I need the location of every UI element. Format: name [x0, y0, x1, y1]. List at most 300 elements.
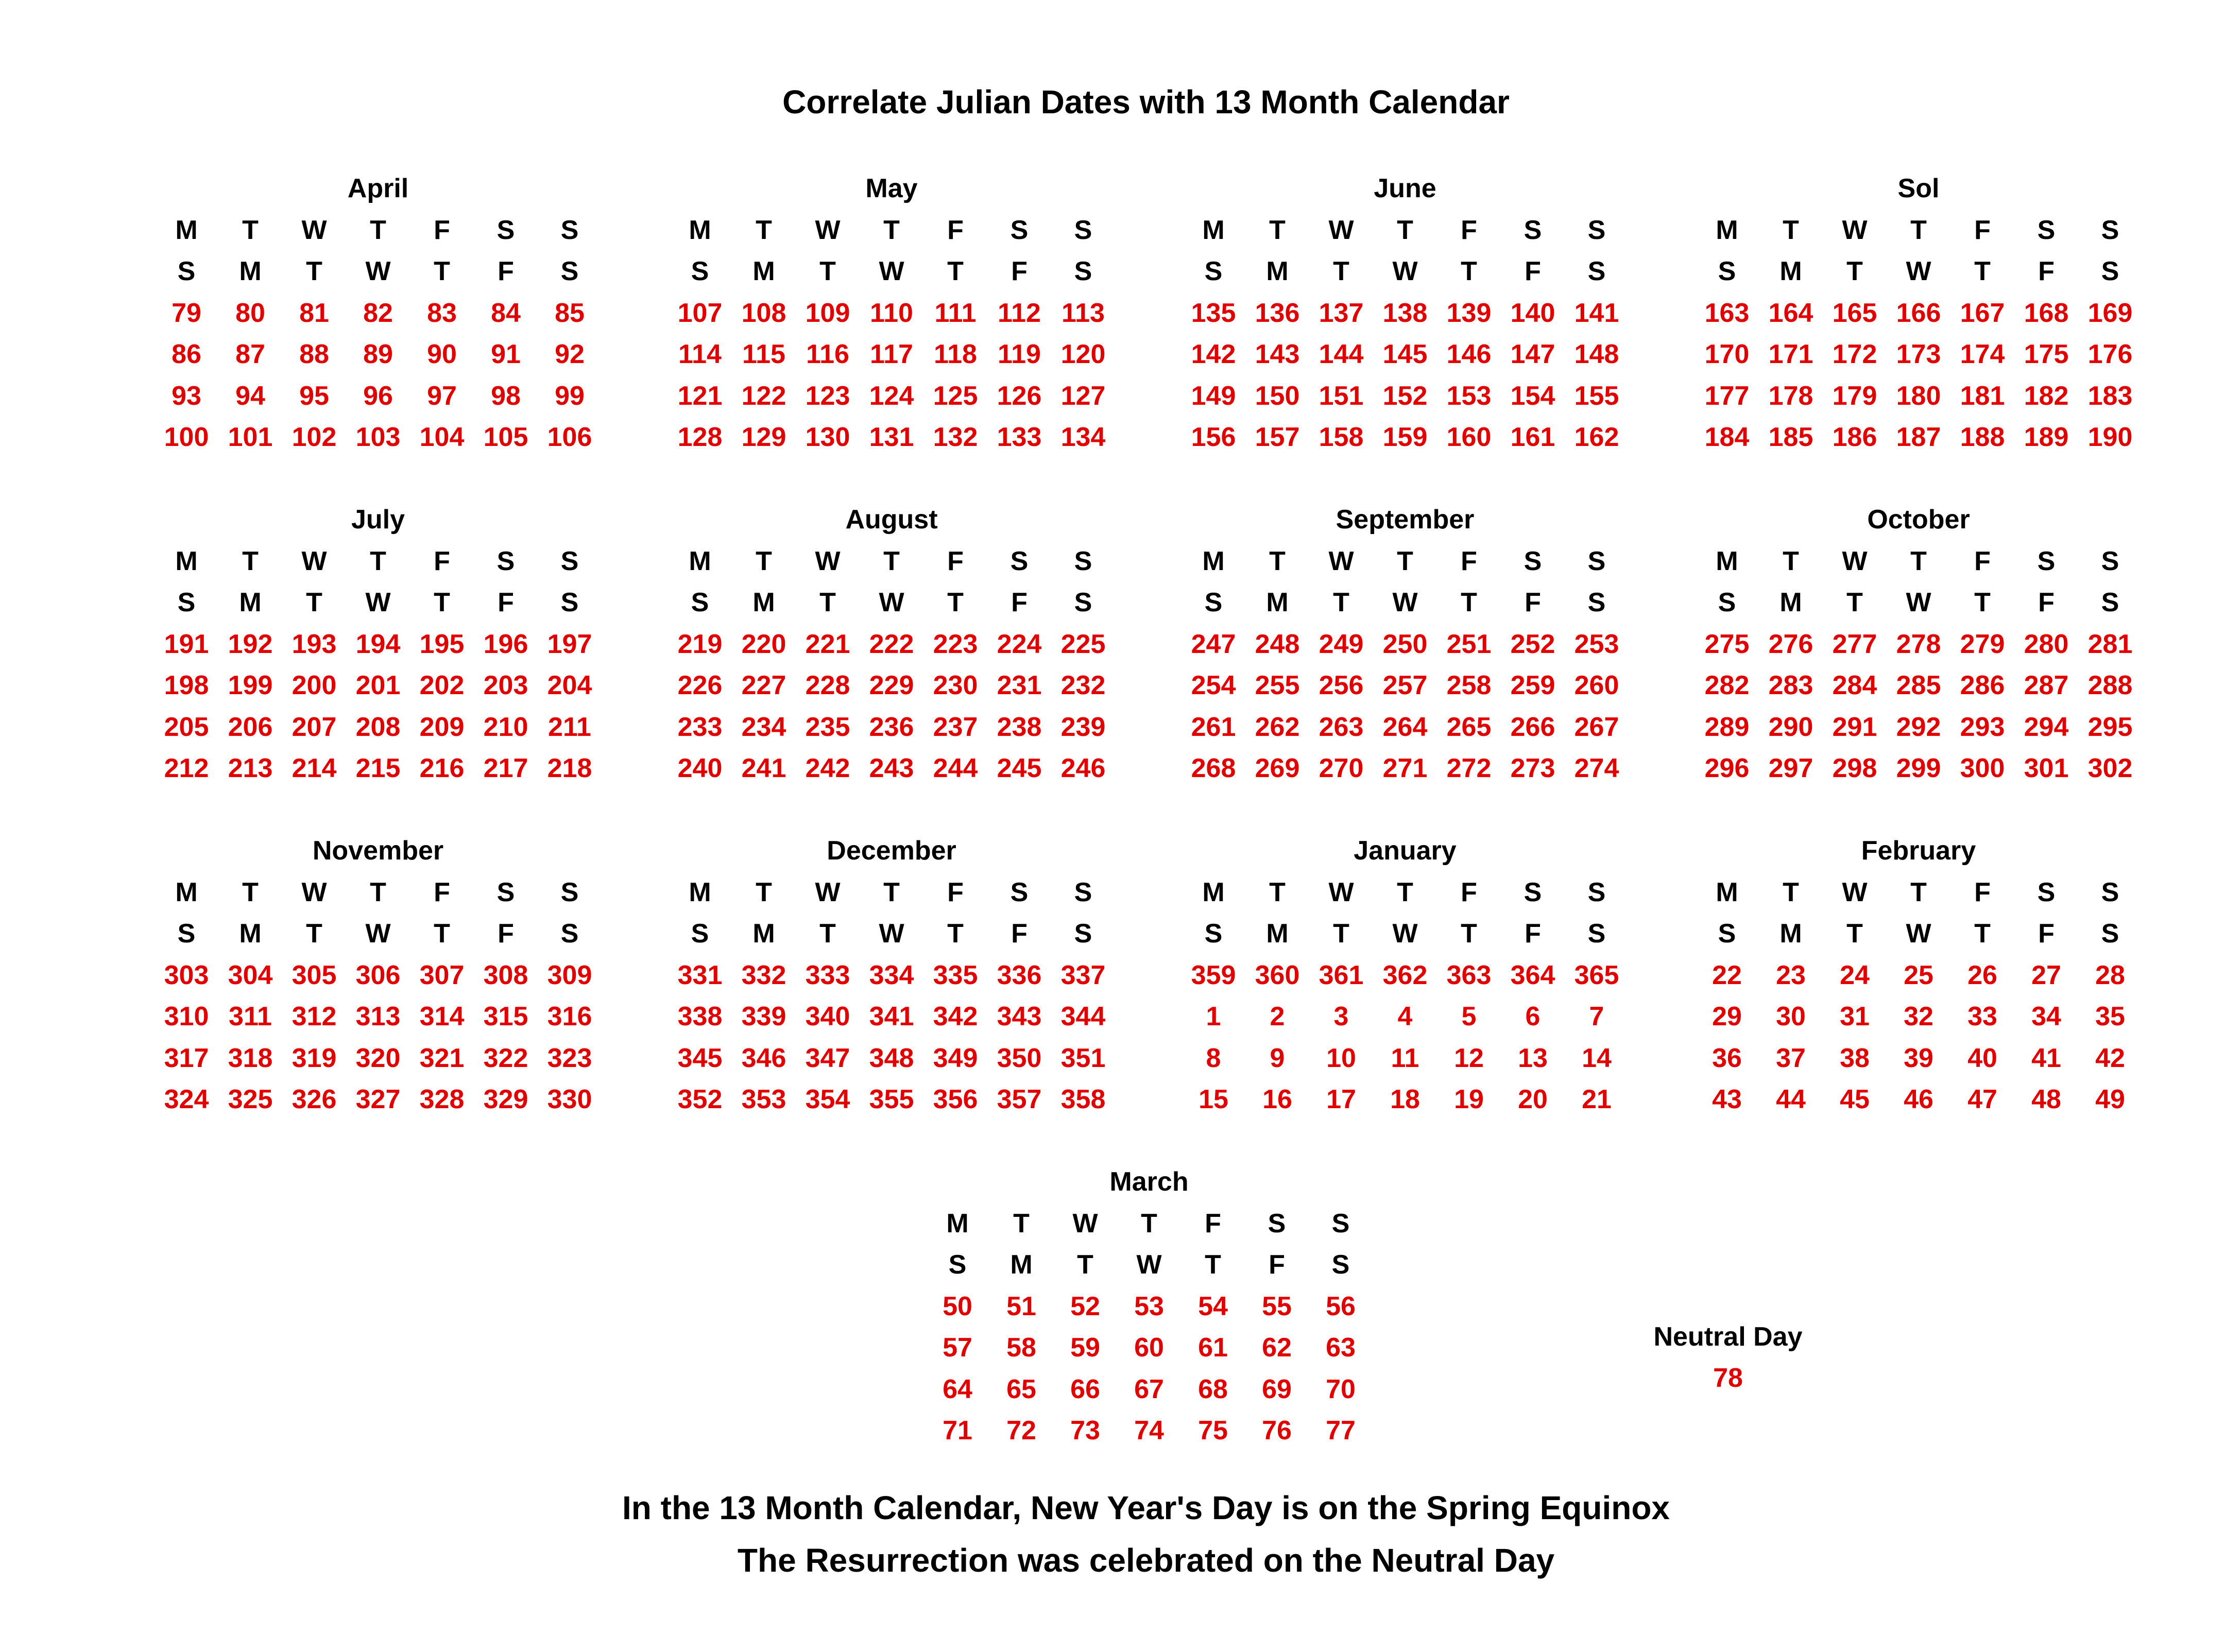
- weekday-header: S: [2101, 546, 2119, 576]
- weekday-header: S: [1074, 919, 1092, 949]
- julian-day-number: 212: [164, 753, 209, 783]
- julian-day-number: 207: [292, 712, 337, 742]
- julian-day-number: 76: [1262, 1416, 1292, 1445]
- weekday-header: T: [1397, 215, 1413, 245]
- julian-day-number: 203: [483, 670, 528, 700]
- julian-day-number: 251: [1446, 629, 1492, 659]
- weekday-header: M: [1266, 919, 1289, 949]
- weekday-header: T: [819, 256, 836, 286]
- julian-day-number: 249: [1319, 629, 1364, 659]
- month-sol: [1695, 172, 2142, 462]
- weekday-header: T: [242, 546, 259, 576]
- julian-day-number: 86: [172, 339, 201, 369]
- weekday-header: M: [239, 588, 262, 617]
- julian-day-number: 156: [1191, 422, 1236, 452]
- weekday-header: W: [1842, 546, 1868, 576]
- month-september: [1182, 503, 1629, 794]
- julian-day-number: 196: [483, 629, 528, 659]
- julian-day-number: 138: [1382, 298, 1428, 328]
- julian-day-number: 222: [869, 629, 914, 659]
- julian-day-number: 316: [547, 1002, 592, 1031]
- julian-day-number: 27: [2031, 960, 2061, 990]
- julian-day-number: 13: [1518, 1043, 1548, 1073]
- weekday-header: T: [1269, 877, 1286, 907]
- month-december: [668, 834, 1115, 1125]
- julian-day-number: 82: [363, 298, 393, 328]
- weekday-header: S: [691, 919, 709, 949]
- julian-day-number: 260: [1574, 670, 1619, 700]
- julian-day-number: 127: [1060, 381, 1106, 411]
- weekday-header: M: [752, 919, 775, 949]
- julian-day-number: 308: [483, 960, 528, 990]
- julian-day-number: 253: [1574, 629, 1619, 659]
- julian-day-number: 312: [292, 1002, 337, 1031]
- julian-day-number: 81: [299, 298, 329, 328]
- julian-day-number: 294: [2024, 712, 2069, 742]
- weekday-header: T: [756, 546, 772, 576]
- month-june: [1182, 172, 1629, 462]
- julian-day-number: 306: [355, 960, 401, 990]
- julian-day-number: 175: [2024, 339, 2069, 369]
- weekday-header: T: [819, 588, 836, 617]
- julian-day-number: 229: [869, 670, 914, 700]
- julian-day-number: 117: [870, 339, 913, 369]
- julian-day-number: 340: [805, 1002, 850, 1031]
- julian-day-number: 314: [419, 1002, 465, 1031]
- julian-day-number: 85: [555, 298, 585, 328]
- julian-day-number: 283: [1768, 670, 1813, 700]
- julian-day-number: 341: [869, 1002, 914, 1031]
- julian-day-number: 297: [1768, 753, 1813, 783]
- julian-day-number: 34: [2031, 1002, 2061, 1031]
- weekday-header: M: [1202, 546, 1225, 576]
- julian-day-number: 177: [1704, 381, 1750, 411]
- weekday-header: M: [1202, 215, 1225, 245]
- julian-day-number: 230: [933, 670, 978, 700]
- julian-day-number: 157: [1255, 422, 1300, 452]
- julian-day-number: 108: [741, 298, 786, 328]
- weekday-header: S: [1074, 256, 1092, 286]
- julian-day-number: 48: [2031, 1085, 2061, 1114]
- julian-day-number: 93: [172, 381, 201, 411]
- weekday-header: W: [815, 877, 841, 907]
- weekday-header: T: [434, 588, 450, 617]
- weekday-header: S: [1010, 877, 1029, 907]
- julian-day-number: 194: [355, 629, 401, 659]
- julian-day-number: 267: [1574, 712, 1619, 742]
- julian-day-number: 79: [172, 298, 201, 328]
- julian-day-number: 170: [1704, 339, 1750, 369]
- weekday-header: S: [560, 588, 579, 617]
- weekday-header: F: [1011, 256, 1028, 286]
- weekday-header: T: [1783, 215, 1799, 245]
- julian-day-number: 226: [677, 670, 723, 700]
- julian-day-number: 245: [997, 753, 1042, 783]
- julian-day-number: 338: [677, 1002, 723, 1031]
- month-name: February: [1861, 836, 1976, 866]
- julian-day-number: 352: [677, 1085, 723, 1114]
- weekday-header: F: [2038, 588, 2055, 617]
- weekday-header: T: [370, 877, 386, 907]
- julian-day-number: 301: [2024, 753, 2069, 783]
- julian-day-number: 110: [870, 298, 913, 328]
- julian-day-number: 362: [1382, 960, 1428, 990]
- julian-day-number: 332: [741, 960, 786, 990]
- julian-day-number: 320: [355, 1043, 401, 1073]
- julian-day-number: 120: [1060, 339, 1106, 369]
- julian-day-number: 69: [1262, 1374, 1292, 1404]
- weekday-header: S: [1587, 546, 1606, 576]
- julian-day-number: 145: [1382, 339, 1428, 369]
- weekday-header: T: [1397, 877, 1413, 907]
- weekday-header: S: [691, 256, 709, 286]
- weekday-header: W: [301, 546, 327, 576]
- julian-day-number: 310: [164, 1002, 209, 1031]
- julian-day-number: 54: [1198, 1292, 1228, 1321]
- weekday-header: T: [947, 919, 964, 949]
- weekday-header: T: [370, 546, 386, 576]
- julian-day-number: 225: [1060, 629, 1106, 659]
- julian-day-number: 83: [427, 298, 457, 328]
- julian-day-number: 137: [1319, 298, 1364, 328]
- julian-day-number: 343: [997, 1002, 1042, 1031]
- julian-day-number: 116: [806, 339, 849, 369]
- weekday-header: S: [2037, 877, 2056, 907]
- julian-day-number: 31: [1840, 1002, 1870, 1031]
- julian-day-number: 106: [547, 422, 592, 452]
- julian-day-number: 298: [1832, 753, 1877, 783]
- julian-day-number: 302: [2087, 753, 2133, 783]
- weekday-header: T: [947, 588, 964, 617]
- month-name: March: [1109, 1167, 1189, 1197]
- julian-day-number: 173: [1896, 339, 1941, 369]
- julian-day-number: 192: [228, 629, 273, 659]
- julian-day-number: 273: [1510, 753, 1555, 783]
- julian-day-number: 198: [164, 670, 209, 700]
- weekday-header: M: [1779, 588, 1802, 617]
- weekday-header: T: [1333, 588, 1349, 617]
- julian-day-number: 216: [419, 753, 465, 783]
- weekday-header: S: [1204, 919, 1223, 949]
- julian-day-number: 87: [235, 339, 265, 369]
- julian-day-number: 113: [1062, 298, 1105, 328]
- julian-day-number: 210: [483, 712, 528, 742]
- weekday-header: M: [689, 877, 711, 907]
- julian-day-number: 188: [1960, 422, 2005, 452]
- weekday-header: F: [1461, 546, 1477, 576]
- julian-day-number: 365: [1574, 960, 1619, 990]
- julian-day-number: 52: [1070, 1292, 1100, 1321]
- julian-day-number: 270: [1319, 753, 1364, 783]
- julian-day-number: 344: [1060, 1002, 1106, 1031]
- julian-day-number: 266: [1510, 712, 1555, 742]
- julian-day-number: 148: [1574, 339, 1619, 369]
- julian-day-number: 47: [1967, 1085, 1997, 1114]
- julian-day-number: 264: [1382, 712, 1428, 742]
- julian-day-number: 262: [1255, 712, 1300, 742]
- julian-day-number: 328: [419, 1085, 465, 1114]
- julian-day-number: 303: [164, 960, 209, 990]
- julian-day-number: 60: [1134, 1333, 1164, 1363]
- julian-day-number: 159: [1382, 422, 1428, 452]
- julian-day-number: 285: [1896, 670, 1941, 700]
- julian-day-number: 107: [677, 298, 723, 328]
- weekday-header: M: [752, 588, 775, 617]
- julian-day-number: 59: [1070, 1333, 1100, 1363]
- weekday-header: M: [175, 877, 198, 907]
- julian-day-number: 300: [1960, 753, 2005, 783]
- weekday-header: W: [301, 877, 327, 907]
- weekday-header: T: [1461, 588, 1477, 617]
- julian-day-number: 118: [934, 339, 977, 369]
- weekday-header: F: [434, 546, 450, 576]
- julian-day-number: 96: [363, 381, 393, 411]
- julian-day-number: 2: [1270, 1002, 1285, 1031]
- julian-day-number: 204: [547, 670, 592, 700]
- julian-day-number: 21: [1582, 1085, 1612, 1114]
- julian-day-number: 241: [741, 753, 786, 783]
- julian-day-number: 223: [933, 629, 978, 659]
- julian-day-number: 337: [1060, 960, 1106, 990]
- julian-day-number: 140: [1510, 298, 1555, 328]
- julian-day-number: 30: [1776, 1002, 1806, 1031]
- julian-day-number: 66: [1070, 1374, 1100, 1404]
- julian-day-number: 103: [355, 422, 401, 452]
- weekday-header: T: [434, 919, 450, 949]
- weekday-header: T: [756, 215, 772, 245]
- julian-day-number: 309: [547, 960, 592, 990]
- julian-day-number: 10: [1326, 1043, 1356, 1073]
- julian-day-number: 279: [1960, 629, 2005, 659]
- julian-day-number: 278: [1896, 629, 1941, 659]
- julian-day-number: 261: [1191, 712, 1236, 742]
- weekday-header: S: [691, 588, 709, 617]
- julian-day-number: 355: [869, 1085, 914, 1114]
- julian-day-number: 346: [741, 1043, 786, 1073]
- weekday-header: M: [1202, 877, 1225, 907]
- julian-day-number: 132: [933, 422, 978, 452]
- julian-day-number: 57: [943, 1333, 972, 1363]
- weekday-header: T: [1783, 877, 1799, 907]
- julian-day-number: 329: [483, 1085, 528, 1114]
- month-name: January: [1354, 836, 1457, 866]
- month-name: September: [1336, 505, 1475, 535]
- weekday-header: T: [1910, 215, 1927, 245]
- julian-day-number: 290: [1768, 712, 1813, 742]
- footer-line-resurrection: The Resurrection was celebrated on the Neutral Day: [737, 1542, 1555, 1579]
- weekday-header: S: [2101, 588, 2119, 617]
- julian-day-number: 105: [483, 422, 528, 452]
- weekday-header: M: [1779, 919, 1802, 949]
- julian-day-number: 130: [805, 422, 850, 452]
- weekday-header: W: [879, 256, 904, 286]
- julian-day-number: 313: [355, 1002, 401, 1031]
- julian-day-number: 195: [419, 629, 465, 659]
- julian-day-number: 324: [164, 1085, 209, 1114]
- julian-day-number: 51: [1006, 1292, 1036, 1321]
- julian-day-number: 307: [419, 960, 465, 990]
- weekday-header: W: [365, 256, 391, 286]
- weekday-header: W: [1328, 215, 1354, 245]
- julian-day-number: 193: [292, 629, 337, 659]
- month-name: August: [845, 505, 938, 535]
- julian-day-number: 19: [1454, 1085, 1484, 1114]
- weekday-header: T: [1846, 588, 1863, 617]
- weekday-header: S: [177, 256, 196, 286]
- julian-day-number: 311: [229, 1002, 272, 1031]
- neutral-day-value: 78: [1713, 1363, 1743, 1393]
- julian-day-number: 334: [869, 960, 914, 990]
- julian-day-number: 16: [1262, 1085, 1292, 1114]
- julian-day-number: 119: [998, 339, 1041, 369]
- julian-day-number: 353: [741, 1085, 786, 1114]
- julian-day-number: 227: [741, 670, 786, 700]
- julian-day-number: 172: [1832, 339, 1877, 369]
- julian-day-number: 190: [2087, 422, 2133, 452]
- julian-day-number: 281: [2087, 629, 2133, 659]
- julian-day-number: 58: [1006, 1333, 1036, 1363]
- julian-day-number: 323: [547, 1043, 592, 1073]
- julian-day-number: 72: [1006, 1416, 1036, 1445]
- weekday-header: M: [1010, 1250, 1033, 1280]
- weekday-header: W: [1906, 588, 1931, 617]
- julian-day-number: 143: [1255, 339, 1300, 369]
- julian-day-number: 275: [1704, 629, 1750, 659]
- weekday-header: F: [2038, 919, 2055, 949]
- weekday-header: S: [1074, 215, 1092, 245]
- julian-day-number: 239: [1060, 712, 1106, 742]
- julian-day-number: 211: [548, 712, 591, 742]
- julian-day-number: 97: [427, 381, 457, 411]
- julian-day-number: 153: [1446, 381, 1492, 411]
- month-april: [155, 172, 602, 462]
- weekday-header: T: [1846, 919, 1863, 949]
- julian-day-number: 109: [805, 298, 850, 328]
- weekday-header: F: [947, 546, 964, 576]
- julian-day-number: 232: [1060, 670, 1106, 700]
- weekday-header: S: [1010, 215, 1029, 245]
- julian-day-number: 176: [2087, 339, 2133, 369]
- julian-day-number: 111: [934, 298, 977, 328]
- julian-day-number: 213: [228, 753, 273, 783]
- weekday-header: W: [1392, 256, 1418, 286]
- julian-day-number: 91: [491, 339, 521, 369]
- julian-day-number: 158: [1319, 422, 1364, 452]
- julian-day-number: 208: [355, 712, 401, 742]
- julian-day-number: 38: [1840, 1043, 1870, 1073]
- julian-day-number: 269: [1255, 753, 1300, 783]
- julian-day-number: 45: [1840, 1085, 1870, 1114]
- julian-day-number: 94: [235, 381, 265, 411]
- weekday-header: M: [1716, 877, 1738, 907]
- julian-day-number: 141: [1574, 298, 1619, 328]
- weekday-header: S: [560, 256, 579, 286]
- julian-day-number: 240: [677, 753, 723, 783]
- weekday-header: F: [1525, 256, 1541, 286]
- julian-day-number: 56: [1326, 1292, 1356, 1321]
- julian-day-number: 39: [1904, 1043, 1933, 1073]
- weekday-header: T: [947, 256, 964, 286]
- julian-day-number: 180: [1896, 381, 1941, 411]
- weekday-header: M: [752, 256, 775, 286]
- julian-day-number: 14: [1582, 1043, 1612, 1073]
- julian-day-number: 186: [1832, 422, 1877, 452]
- julian-day-number: 147: [1510, 339, 1555, 369]
- weekday-header: S: [1718, 256, 1736, 286]
- julian-day-number: 149: [1191, 381, 1236, 411]
- julian-day-number: 44: [1776, 1085, 1806, 1114]
- page-title: Correlate Julian Dates with 13 Month Calendar: [782, 83, 1510, 121]
- weekday-header: M: [1716, 215, 1738, 245]
- julian-day-number: 287: [2024, 670, 2069, 700]
- julian-day-number: 359: [1191, 960, 1236, 990]
- weekday-header: F: [498, 256, 514, 286]
- julian-day-number: 235: [805, 712, 850, 742]
- weekday-header: T: [306, 256, 322, 286]
- weekday-header: S: [1524, 215, 1542, 245]
- weekday-header: S: [560, 546, 579, 576]
- julian-day-number: 257: [1382, 670, 1428, 700]
- weekday-header: S: [1331, 1250, 1350, 1280]
- weekday-header: S: [1718, 919, 1736, 949]
- julian-day-number: 166: [1896, 298, 1941, 328]
- month-august: [668, 503, 1115, 794]
- julian-day-number: 274: [1574, 753, 1619, 783]
- julian-day-number: 29: [1712, 1002, 1742, 1031]
- month-january: [1182, 834, 1629, 1125]
- julian-day-number: 185: [1768, 422, 1813, 452]
- weekday-header: T: [1910, 877, 1927, 907]
- weekday-header: M: [1716, 546, 1738, 576]
- weekday-header: W: [879, 588, 904, 617]
- julian-day-number: 133: [997, 422, 1042, 452]
- julian-day-number: 12: [1454, 1043, 1484, 1073]
- weekday-header: W: [1392, 919, 1418, 949]
- julian-day-number: 209: [419, 712, 465, 742]
- julian-day-number: 80: [235, 298, 265, 328]
- julian-day-number: 178: [1768, 381, 1813, 411]
- weekday-header: T: [756, 877, 772, 907]
- julian-day-number: 350: [997, 1043, 1042, 1073]
- julian-day-number: 189: [2024, 422, 2069, 452]
- julian-day-number: 201: [355, 670, 401, 700]
- julian-day-number: 28: [2095, 960, 2125, 990]
- julian-day-number: 206: [228, 712, 273, 742]
- julian-day-number: 284: [1832, 670, 1877, 700]
- julian-day-number: 214: [292, 753, 337, 783]
- weekday-header: W: [815, 215, 841, 245]
- julian-day-number: 330: [547, 1085, 592, 1114]
- weekday-header: F: [1011, 919, 1028, 949]
- julian-day-number: 135: [1191, 298, 1236, 328]
- julian-day-number: 11: [1391, 1043, 1419, 1073]
- julian-day-number: 174: [1960, 339, 2005, 369]
- julian-day-number: 364: [1510, 960, 1555, 990]
- julian-day-number: 252: [1510, 629, 1555, 659]
- julian-day-number: 53: [1134, 1292, 1164, 1321]
- julian-day-number: 3: [1333, 1002, 1349, 1031]
- julian-day-number: 139: [1446, 298, 1492, 328]
- julian-day-number: 124: [869, 381, 914, 411]
- julian-day-number: 233: [677, 712, 723, 742]
- julian-day-number: 205: [164, 712, 209, 742]
- julian-day-number: 114: [678, 339, 722, 369]
- month-name: July: [351, 505, 405, 535]
- weekday-header: W: [301, 215, 327, 245]
- weekday-header: F: [1974, 215, 1991, 245]
- weekday-header: S: [1587, 215, 1606, 245]
- julian-day-number: 43: [1712, 1085, 1742, 1114]
